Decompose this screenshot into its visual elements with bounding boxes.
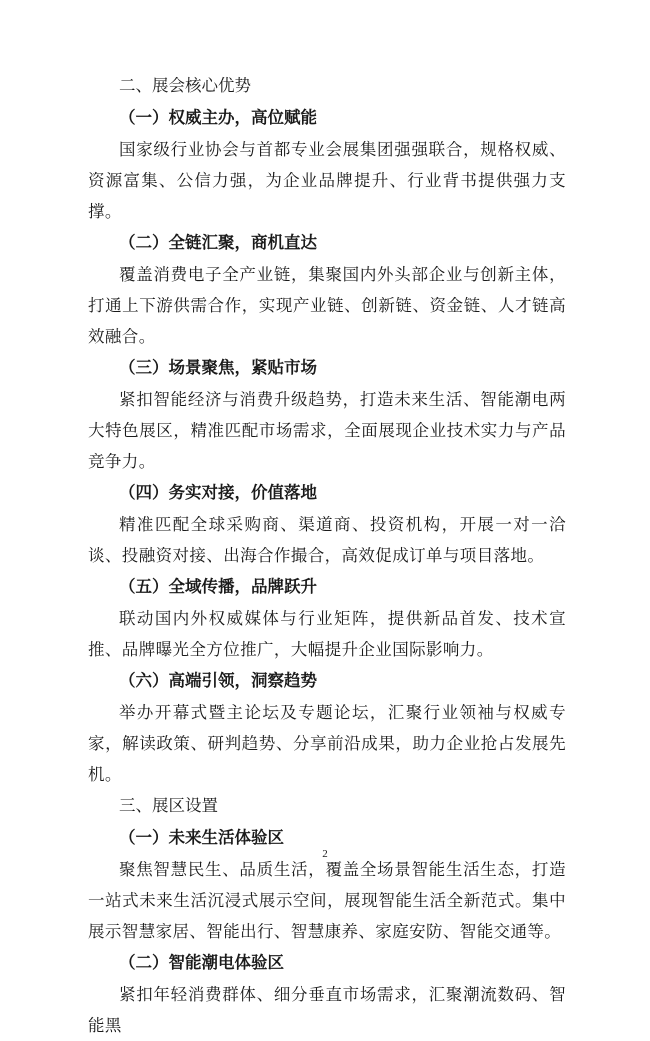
paragraph: 联动国内外权威媒体与行业矩阵，提供新品首发、技术宣推、品牌曝光全方位推广，大幅提升企业国际影响力。: [88, 609, 566, 659]
subsection-heading: （二）全链汇聚，商机直达: [119, 233, 317, 252]
page-number: 2: [322, 848, 328, 860]
subsection-heading: （三）场景聚焦，紧贴市场: [119, 358, 317, 377]
paragraph: 紧扣年轻消费群体、细分垂直市场需求，汇聚潮流数码、智能黑: [88, 985, 566, 1035]
subsection-heading: （二）智能潮电体验区: [119, 953, 284, 972]
subsection-heading: （五）全域传播，品牌跃升: [119, 577, 317, 596]
section-heading: 二、展会核心优势: [119, 76, 251, 95]
subsection-heading: （一）未来生活体验区: [119, 828, 284, 847]
paragraph: 覆盖消费电子全产业链，集聚国内外头部企业与创新主体，打通上下游供需合作，实现产业链、创新链、资金链、人才链高效融合。: [88, 265, 566, 346]
paragraph: 精准匹配全球采购商、渠道商、投资机构，开展一对一洽谈、投融资对接、出海合作撮合，高效促成订单与项目落地。: [88, 515, 566, 565]
paragraph: 举办开幕式暨主论坛及专题论坛，汇聚行业领袖与权威专家，解读政策、研判趋势、分享前沿成果，助力企业抢占发展先机。: [88, 703, 566, 784]
subsection-heading: （六）高端引领，洞察趋势: [119, 671, 317, 690]
subsection-heading: （四）务实对接，价值落地: [119, 483, 317, 502]
paragraph: 聚焦智慧民生、品质生活，覆盖全场景智能生活生态，打造一站式未来生活沉浸式展示空间，展现智能生活全新范式。集中展示智慧家居、智能出行、智慧康养、家庭安防、智能交通等。: [88, 860, 566, 941]
subsection-heading: （一）权威主办，高位赋能: [119, 108, 317, 127]
paragraph: 紧扣智能经济与消费升级趋势，打造未来生活、智能潮电两大特色展区，精准匹配市场需求，全面展现企业技术实力与产品竞争力。: [88, 390, 566, 471]
paragraph: 国家级行业协会与首都专业会展集团强强联合，规格权威、资源富集、公信力强，为企业品牌提升、行业背书提供强力支撑。: [88, 140, 566, 221]
document-body: [88, 70, 566, 1041]
section-heading: 三、展区设置: [119, 796, 218, 815]
